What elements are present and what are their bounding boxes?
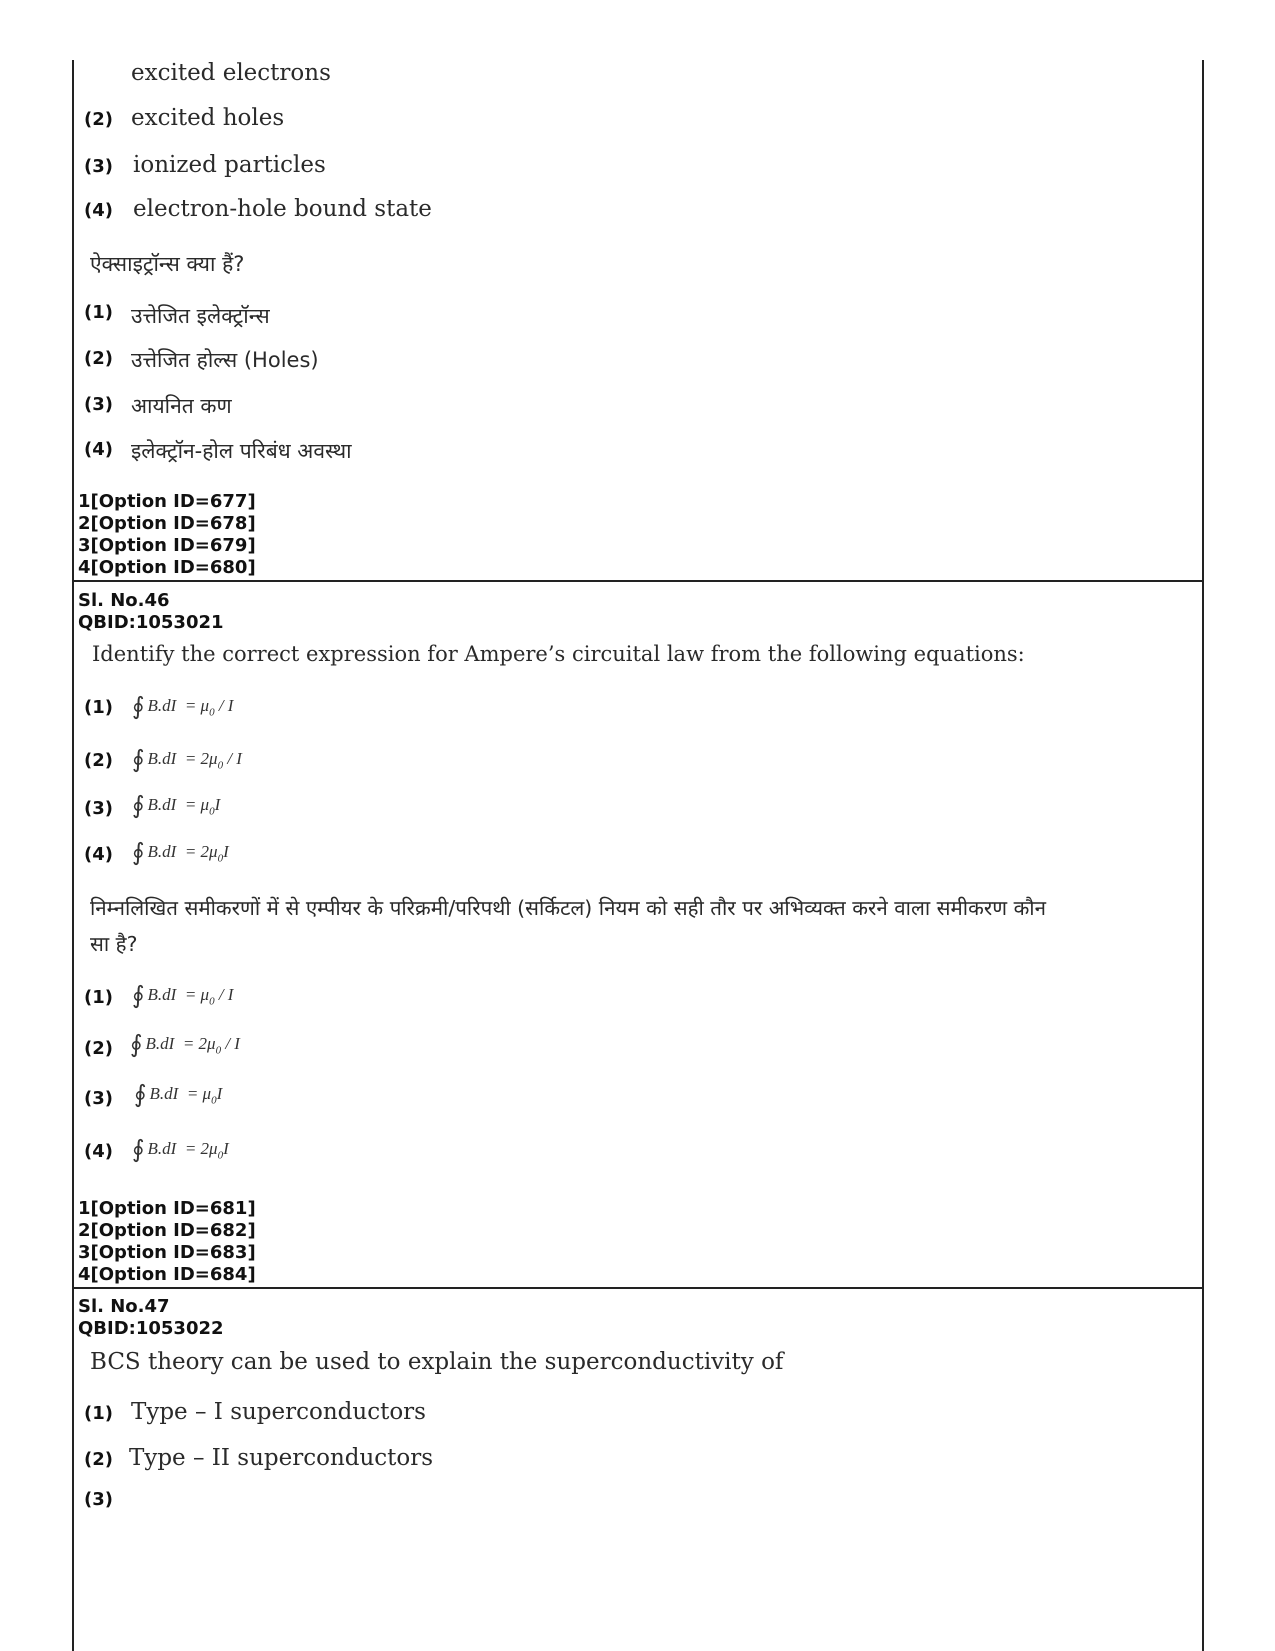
q46-en-option-3-number: (3) (84, 798, 113, 819)
q45-en-option-2-number: (2) (84, 109, 113, 130)
option-id: 2[Option ID=682] (78, 1220, 256, 1241)
q45-en-option-4-text: electron-hole bound state (133, 196, 432, 222)
q46-en-option-1-equation: ∮ $B.dI = \mu_0 / I$ (132, 694, 234, 720)
q47-option-1-text: Type – I superconductors (131, 1399, 426, 1425)
q46-option-ids (78, 1198, 256, 1286)
q45-hi-option-1-number: (1) (84, 302, 113, 323)
q47-question-english: BCS theory can be used to explain the superconductivity of (90, 1349, 784, 1375)
q46-hi-option-1-equation: ∮ $B.dI = \mu_0 / I$ (132, 983, 234, 1009)
q46-hi-option-3-equation: ∮ $B.dI = \mu_0I$ (134, 1082, 223, 1108)
q46-en-option-3-equation: ∮ $B.dI = \mu_0I$ (132, 793, 221, 819)
q45-hi-option-4-number: (4) (84, 439, 113, 460)
q45-hi-option-3-text: आयनित कण (131, 394, 232, 418)
q46-en-option-2-number: (2) (84, 750, 113, 771)
q46-en-option-2-equation: ∮ $B.dI = 2\mu_0 / I$ (132, 747, 242, 773)
q46-hi-option-3-number: (3) (84, 1088, 113, 1109)
option-id: 4[Option ID=684] (78, 1264, 256, 1285)
q46-question-hindi-line-2: सा है? (90, 932, 138, 956)
option-id: 1[Option ID=677] (78, 491, 256, 512)
q45-hi-option-2-text: उत्तेजित होल्स (Holes) (131, 348, 319, 372)
question-paper-page (72, 60, 1204, 1651)
q46-qbid: QBID:1053021 (78, 612, 224, 633)
q45-hi-option-1-text: उत्तेजित इलेक्ट्रॉन्स (131, 304, 270, 328)
q45-hi-option-4-text: इलेक्ट्रॉन-होल परिबंध अवस्था (131, 439, 352, 463)
q45-en-option-3-number: (3) (84, 156, 113, 177)
q45-en-option-3-text: ionized particles (133, 152, 326, 178)
option-id: 4[Option ID=680] (78, 557, 256, 578)
section-divider (74, 1287, 1202, 1289)
option-id: 2[Option ID=678] (78, 513, 256, 534)
section-divider (74, 580, 1202, 582)
q45-hi-option-2-number: (2) (84, 348, 113, 369)
q45-en-option-4-number: (4) (84, 200, 113, 221)
option-id: 3[Option ID=679] (78, 535, 256, 556)
q46-en-option-4-equation: ∮ $B.dI = 2\mu_0I$ (132, 840, 229, 866)
q46-hi-option-2-equation: ∮ $B.dI = 2\mu_0 / I$ (130, 1032, 240, 1058)
q46-hi-option-4-equation: ∮ $B.dI = 2\mu_0I$ (132, 1137, 229, 1163)
q46-sl-no: Sl. No.46 (78, 590, 170, 611)
q45-hi-option-3-number: (3) (84, 394, 113, 415)
q47-option-2-number: (2) (84, 1449, 113, 1470)
q47-qbid: QBID:1053022 (78, 1318, 224, 1339)
q47-option-1-number: (1) (84, 1403, 113, 1424)
q46-question-english: Identify the correct expression for Ampere’s circuital law from the following equations: (92, 642, 1025, 666)
q45-en-option-2-text: excited holes (131, 105, 285, 131)
q45-option-ids (78, 491, 256, 579)
q46-hi-option-2-number: (2) (84, 1038, 113, 1059)
q45-option-1-continuation: excited electrons (131, 60, 331, 86)
option-id: 1[Option ID=681] (78, 1198, 256, 1219)
q46-en-option-1-number: (1) (84, 697, 113, 718)
q47-option-3-number: (3) (84, 1489, 113, 1510)
option-id: 3[Option ID=683] (78, 1242, 256, 1263)
q47-option-2-text: Type – II superconductors (129, 1445, 434, 1471)
q45-question-hindi: ऐक्साइट्रॉन्स क्या हैं? (90, 252, 245, 276)
q47-sl-no: Sl. No.47 (78, 1296, 170, 1317)
q46-en-option-4-number: (4) (84, 844, 113, 865)
q46-hi-option-1-number: (1) (84, 987, 113, 1008)
q46-hi-option-4-number: (4) (84, 1141, 113, 1162)
q47-header (78, 1296, 224, 1340)
q46-question-hindi-line-1: निम्नलिखित समीकरणों में से एम्पीयर के परिक्रमी/परिपथी (सर्किटल) नियम को सही तौर पर अभिव्यक्त करने वाला समीकरण कौन (90, 896, 1046, 920)
q46-header (78, 590, 224, 634)
